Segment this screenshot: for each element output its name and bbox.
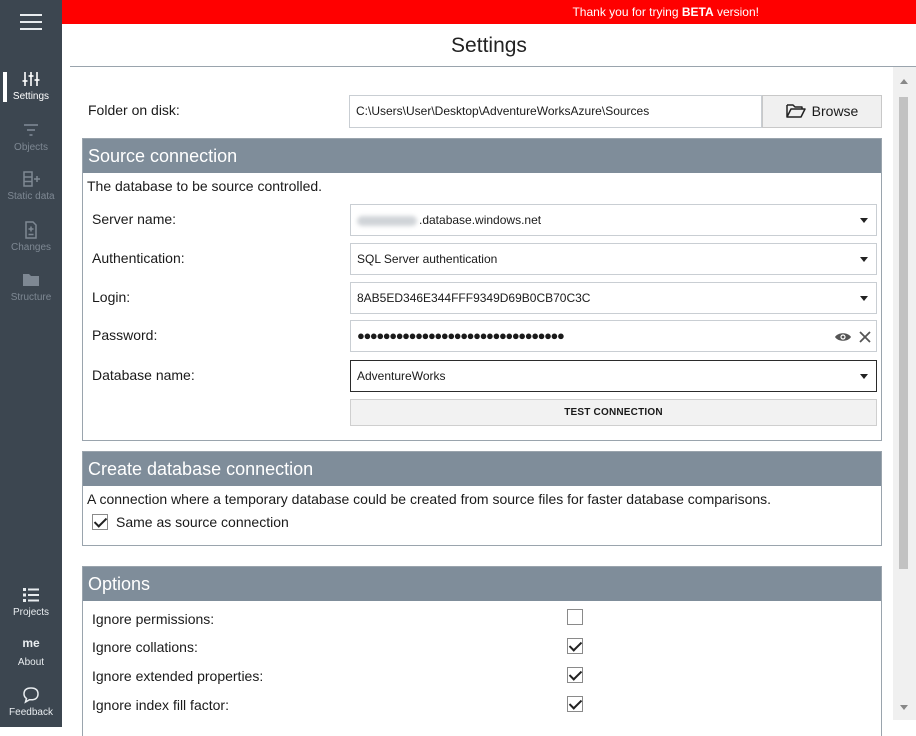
banner-beta: BETA <box>681 5 714 19</box>
password-label: Password: <box>92 327 158 343</box>
server-name-value: .database.windows.net <box>419 213 542 227</box>
eye-icon[interactable] <box>834 331 852 343</box>
test-connection-button[interactable]: TEST CONNECTION <box>350 399 877 426</box>
sidebar-item-label: Settings <box>12 91 50 102</box>
sidebar-item-label: Objects <box>14 142 48 153</box>
browse-button[interactable] <box>762 95 882 128</box>
login-value: 8AB5ED346E344FFF9349D69B0CB70C3C <box>357 291 591 305</box>
server-name-label: Server name: <box>92 211 177 227</box>
password-input[interactable] <box>350 320 877 352</box>
login-label: Login: <box>92 289 131 305</box>
vertical-scrollbar[interactable] <box>893 67 916 720</box>
sidebar-item-settings[interactable] <box>0 70 62 102</box>
sidebar-item-changes[interactable] <box>0 221 62 253</box>
ignore-permissions-checkbox[interactable] <box>567 609 583 625</box>
table-add-icon <box>21 170 41 188</box>
folder-path-input[interactable] <box>349 95 762 128</box>
scrollbar-thumb[interactable] <box>899 97 908 569</box>
database-name-value: AdventureWorks <box>357 369 446 383</box>
title-divider <box>70 66 916 67</box>
sidebar-item-label: Structure <box>10 292 52 303</box>
server-name-dropdown[interactable] <box>350 204 877 236</box>
database-name-label: Database name: <box>92 367 195 383</box>
sidebar-item-static-data[interactable] <box>0 170 62 202</box>
sidebar <box>0 0 62 727</box>
sliders-icon <box>21 70 41 88</box>
sidebar-item-label: Feedback <box>9 707 53 718</box>
beta-banner <box>62 0 916 24</box>
chevron-down-icon <box>860 257 868 262</box>
sidebar-item-label: Changes <box>10 242 52 253</box>
scroll-up-icon[interactable] <box>900 79 908 84</box>
filter-icon <box>21 121 41 139</box>
hamburger-menu-icon[interactable] <box>20 14 42 32</box>
password-value: ●●●●●●●●●●●●●●●●●●●●●●●●●●●●●●●● <box>357 328 564 343</box>
folder-icon <box>21 271 41 289</box>
ignore-index-fill-factor-label: Ignore index fill factor: <box>92 697 229 713</box>
clear-icon[interactable] <box>859 331 871 343</box>
login-dropdown[interactable] <box>350 282 877 314</box>
sidebar-item-feedback[interactable] <box>0 686 62 718</box>
chat-bubble-icon <box>21 686 41 704</box>
authentication-dropdown[interactable] <box>350 243 877 275</box>
list-icon <box>21 586 41 604</box>
browse-label: Browse <box>811 103 859 119</box>
same-as-source-checkbox[interactable] <box>92 514 108 530</box>
sidebar-item-label: Static data <box>7 191 55 202</box>
sidebar-item-projects[interactable] <box>0 586 62 618</box>
ignore-permissions-label: Ignore permissions: <box>92 611 215 627</box>
chevron-down-icon <box>860 296 868 301</box>
banner-suffix: version! <box>713 5 759 19</box>
sidebar-item-about[interactable] <box>0 636 62 668</box>
source-connection-header: Source connection <box>83 139 881 173</box>
folder-open-icon <box>786 104 806 118</box>
ignore-extended-properties-checkbox[interactable] <box>567 667 583 683</box>
options-header: Options <box>83 567 881 601</box>
ignore-collations-label: Ignore collations: <box>92 639 198 655</box>
sidebar-item-objects[interactable] <box>0 121 62 153</box>
scroll-down-icon[interactable] <box>900 705 908 710</box>
same-as-source-label: Same as source connection <box>116 514 289 530</box>
database-name-dropdown[interactable] <box>350 360 877 392</box>
ignore-collations-checkbox[interactable] <box>567 638 583 654</box>
create-description: A connection where a temporary database could be created from source files for faster database comparisons. <box>87 491 772 507</box>
folder-label: Folder on disk: <box>88 102 180 118</box>
folder-path-value: C:\Users\User\Desktop\AdventureWorksAzure\Sources <box>356 104 650 118</box>
page-title: Settings <box>451 34 527 57</box>
create-connection-header: Create database connection <box>83 452 881 486</box>
sidebar-item-structure[interactable] <box>0 271 62 303</box>
chevron-down-icon <box>860 374 868 379</box>
sidebar-item-label: Projects <box>12 607 50 618</box>
ignore-extended-properties-label: Ignore extended properties: <box>92 668 264 684</box>
ignore-index-fill-factor-checkbox[interactable] <box>567 696 583 712</box>
document-icon <box>21 221 41 239</box>
blurred-server-prefix <box>357 216 417 226</box>
authentication-value: SQL Server authentication <box>357 252 498 266</box>
source-description: The database to be source controlled. <box>87 178 323 194</box>
sidebar-item-label: About <box>17 657 45 668</box>
chevron-down-icon <box>860 218 868 223</box>
banner-prefix: Thank you for trying <box>572 5 682 19</box>
authentication-label: Authentication: <box>92 250 185 266</box>
me-icon: me <box>22 636 40 650</box>
